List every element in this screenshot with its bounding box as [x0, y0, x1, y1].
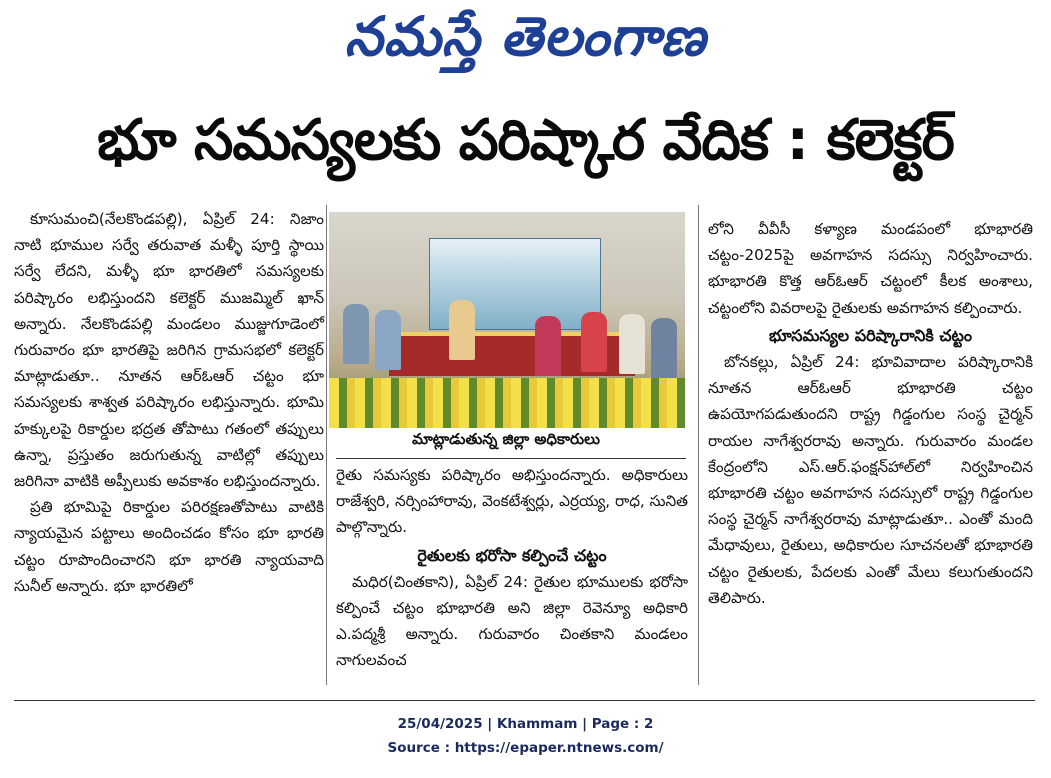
column-divider: [326, 205, 327, 685]
left-paragraph-1: కూసుమంచి(నేలకొండపల్లి), ఏప్రిల్ 24: నిజాం నాటి భూముల సర్వే తరువాత మళ్ళీ పూర్తి స్థాయి సర్వే లేదని, మళ్ళీ భూ భారతిలో సమస్యలకు పరిష్కారం లభిస్తుందని కలెక్టర్ ముజమ్మిల్ ఖాన్ అన్నారు. నేలకొండపల్లి మండలం ముజ్జుగూడెంలో గురువారం భూ భారతిపై జరిగిన గ్రామసభలో కలెక్టర్ మాట్లాడుతూ.. నూతన ఆర్ఓఆర్ చట్టం భూ సమస్యలకు శాశ్వత పరిష్కారం లభిస్తున్నారు. భూమి హక్కులపై రికార్డుల భద్రత తోపాటు గతంలో తప్పులు ఉన్నా, ప్రస్తుతం జరుగుతున్న వాటిల్లో తప్పులు జరిగినా వాటికి అప్పీలుకు అవకాశం లభిస్తుందన్నారు.: [14, 210, 324, 491]
photo-person: [375, 310, 401, 370]
article-column-middle: [336, 462, 688, 674]
masthead: నమస్తే తెలంగాణ: [344, 4, 707, 68]
footer-dateline: 25/04/2025 | Khammam | Page : 2: [397, 716, 654, 732]
left-paragraph-2: ప్రతి భూమిపై రికార్డుల పరిరక్షణతోపాటు వాటికి న్యాయమైన పట్టాలు అందించడం కోసం భూ భారతి చట్టం రూపొందించారని భూ భారతి న్యాయవాది సునీల్ అన్నారు. భూ భారతిలో: [14, 498, 324, 595]
photo-flowers: [329, 378, 685, 428]
article-column-right: [708, 216, 1033, 611]
photo-person: [535, 316, 561, 376]
footer-source: Source : https://epaper.ntnews.com/: [387, 740, 664, 756]
footer-rule: [14, 700, 1035, 701]
column-divider: [698, 205, 699, 685]
middle-paragraph-2: మధిర(చింతకాని), ఏప్రిల్ 24: రైతుల భూములకు భరోసా కల్పించే చట్టం భూభారతి అని జిల్లా రెవెన్యూ అధికారి ఎ.పద్మశ్రీ అన్నారు. గురువారం చింతకాని మండలం నాగులవంచ: [336, 572, 688, 670]
headline: భూ సమస్యలకు పరిష్కార వేదిక : కలెక్టర్: [97, 108, 954, 173]
photo-caption: మాట్లాడుతున్న జిల్లా అధికారులు: [412, 430, 600, 448]
right-paragraph-2: బోనకల్లు, ఏప్రిల్ 24: భూవివాదాల పరిష్కారానికి నూతన ఆర్ఓఆర్ భూభారతి చట్టం ఉపయోగపడుతుందని రాష్ట్ర గిడ్డంగుల సంస్థ చైర్మన్ రాయల నాగేశ్వరరావు అన్నారు. గురువారం మండల కేంద్రంలోని ఎస్.ఆర్.ఫంక్షన్‌హాల్‌లో నిర్వహించిన భూభారతి చట్టం అవగాహన సదస్సులో రాష్ట్ర గిడ్డంగుల సంస్థ చైర్మన్ నాగేశ్వరరావు మాట్లాడుతూ.. ఎంతో మంది మేధావులు, రైతులు, అధికారుల సూచనలతో భూభారతి చట్టం రైతులకు, పేదలకు ఎంతో మేలు కలుగుతుందని తెలిపారు.: [708, 353, 1033, 607]
photo-person: [449, 300, 475, 360]
photo-person: [343, 304, 369, 364]
photo-person: [651, 318, 677, 378]
right-subheading: భూసమస్యల పరిష్కారానికి చట్టం: [769, 325, 972, 345]
article-column-left: [14, 206, 324, 599]
photo-person: [619, 314, 645, 374]
middle-subheading: రైతులకు భరోసా కల్పించే చట్టం: [417, 545, 607, 565]
event-photo: [329, 212, 685, 428]
caption-rule: [336, 458, 686, 459]
middle-paragraph-1: రైతు సమస్యకు పరిష్కారం అభిస్తుందన్నారు. అధికారులు రాజేశ్వరి, నర్సింహారావు, వెంకటేశ్వర్లు, ఎర్రయ్య, రాధ, సునిత పాల్గొన్నారు.: [336, 466, 688, 537]
photo-person: [581, 312, 607, 372]
right-paragraph-1: లోని వీవీసీ కళ్యాణ మండపంలో భూభారతి చట్టం-2025పై అవగాహన సదస్సు నిర్వహించారు. భూభారతి కొత్త ఆర్ఓఆర్ చట్టంలో కీలక అంశాలు, చట్టంలోని వివరాలపై రైతులకు అవగాహన కల్పించారు.: [708, 220, 1033, 317]
